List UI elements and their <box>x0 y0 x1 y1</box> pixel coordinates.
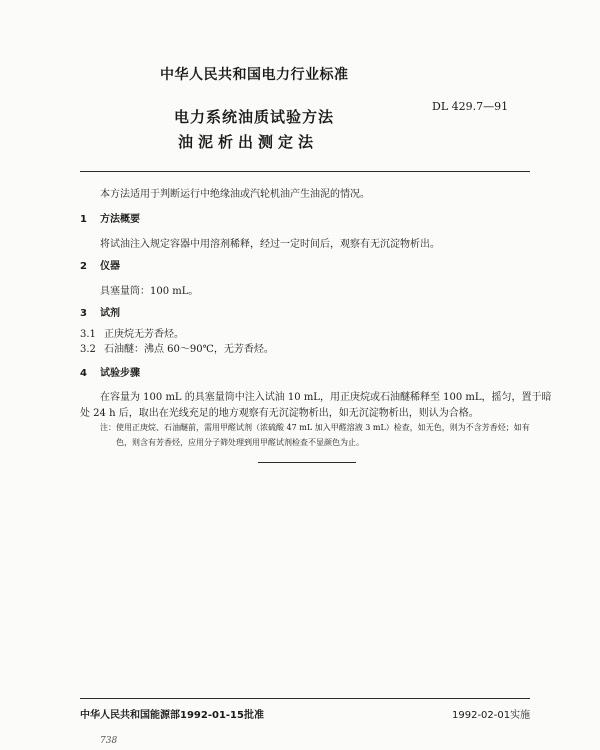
approval-line: 中华人民共和国能源部1992-01-15批准 <box>80 710 264 721</box>
section-title: 试验步骤 <box>100 368 140 379</box>
standard-number: DL 429.7—91 <box>432 100 509 113</box>
clause-text: 石油醚：沸点 60～90℃，无芳香烃。 <box>104 344 274 355</box>
section-4-body-line2: 处 24 h 后，取出在光线充足的地方观察有无沉淀物析出，如无沉淀物析出，则认为合格。 <box>80 408 479 419</box>
clause-number: 3.1 <box>80 329 96 340</box>
end-rule <box>258 462 356 463</box>
document-title: 电力系统油质试验方法 <box>174 108 335 126</box>
section-title: 仪器 <box>100 261 120 272</box>
clause-text: 正庚烷无芳香烃。 <box>104 329 184 340</box>
note-line1: 注：使用正庚烷、石油醚前，需用甲醛试剂（浓硫酸 47 mL 加入甲醛溶液 3 mL）检查，如无色，则为不含芳香烃；如有 <box>100 423 530 432</box>
intro-paragraph: 本方法适用于判断运行中绝缘油或汽轮机油产生油泥的情况。 <box>100 189 370 200</box>
section-4-body-line1: 在容量为 100 mL 的具塞量筒中注入试油 10 mL，用正庚烷或石油醚稀释至 100 mL，摇匀，置于暗 <box>100 392 552 403</box>
section-heading-2 <box>80 257 120 272</box>
clause-3-2 <box>80 340 274 355</box>
note-line2: 色，则含有芳香烃，应用分子筛处理到用甲醛试剂检查不显颜色为止。 <box>116 438 364 447</box>
section-title: 方法概要 <box>100 214 140 225</box>
section-heading-3 <box>80 304 120 319</box>
clause-number: 3.2 <box>80 344 96 355</box>
header-rule <box>80 171 530 172</box>
clause-3-1 <box>80 325 184 340</box>
section-1-body: 将试油注入规定容器中用溶剂稀释，经过一定时间后，观察有无沉淀物析出。 <box>100 239 440 250</box>
section-title: 试剂 <box>100 308 120 319</box>
section-number: 4 <box>80 368 87 379</box>
standard-org-heading: 中华人民共和国电力行业标准 <box>160 67 349 83</box>
section-number: 2 <box>80 261 87 272</box>
page-number: 738 <box>100 736 118 746</box>
footer-rule <box>80 698 530 699</box>
section-number: 1 <box>80 214 87 225</box>
document-subtitle: 油泥析出测定法 <box>178 133 319 151</box>
section-number: 3 <box>80 308 87 319</box>
section-heading-4 <box>80 364 140 379</box>
section-2-body: 具塞量筒：100 mL。 <box>100 286 199 297</box>
section-heading-1 <box>80 210 140 225</box>
effective-date: 1992-02-01实施 <box>452 710 531 721</box>
